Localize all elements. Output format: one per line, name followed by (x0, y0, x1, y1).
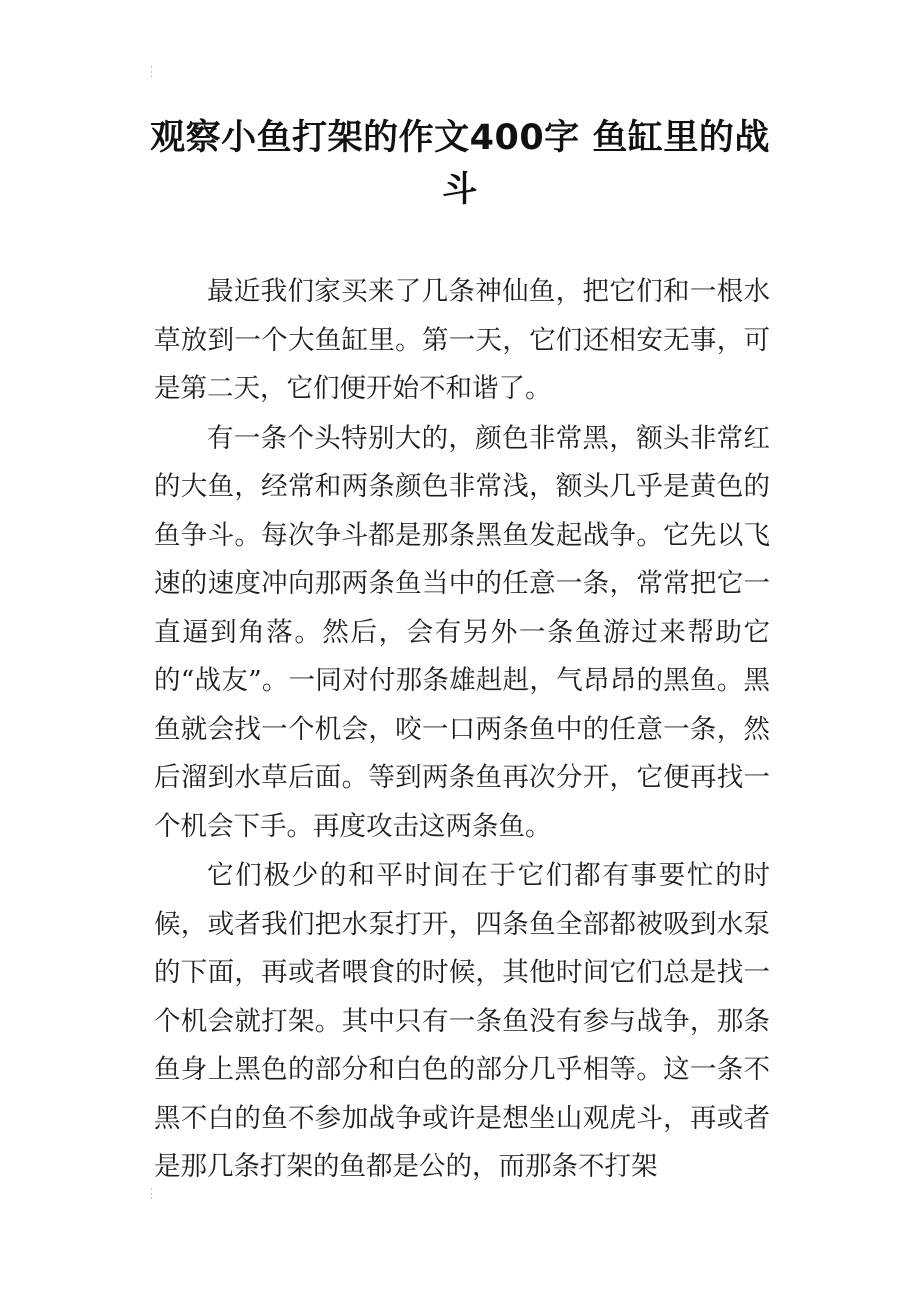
paragraph-1: 最近我们家买来了几条神仙鱼，把它们和一根水草放到一个大鱼缸里。第一天，它们还相安无事，可是第二天，它们便开始不和谐了。 (154, 276, 770, 404)
document-title: 观察小鱼打架的作文400字 鱼缸里的战斗 (150, 118, 770, 210)
document-body (154, 268, 770, 1193)
paragraph-3: 它们极少的和平时间在于它们都有事要忙的时候，或者我们把水泵打开，四条鱼全部都被吸到水泵的下面，再或者喂食的时候，其他时间它们总是找一个机会就打架。其中只有一条鱼没有参与战争，那条鱼身上黑色的部分和白色的部分几乎相等。这一条不黑不白的鱼不参加战争或许是想坐山观虎斗，再或者是那几条打架的鱼都是公的，而那条不打架 (154, 860, 770, 1182)
crop-mark-top (147, 66, 157, 78)
paragraph-2: 有一条个头特别大的，颜色非常黑，额头非常红的大鱼，经常和两条颜色非常浅，额头几乎是黄色的鱼争斗。每次争斗都是那条黑鱼发起战争。它先以飞速的速度冲向那两条鱼当中的任意一条，常常把它一直逼到角落。然后，会有另外一条鱼游过来帮助它的“战友”。一同对付那条雄赳赳，气昂昂的黑鱼。黑鱼就会找一个机会，咬一口两条鱼中的任意一条，然后溜到水草后面。等到两条鱼再次分开，它便再找一个机会下手。再度攻击这两条鱼。 (154, 422, 770, 842)
crop-mark-bottom (147, 1188, 157, 1200)
